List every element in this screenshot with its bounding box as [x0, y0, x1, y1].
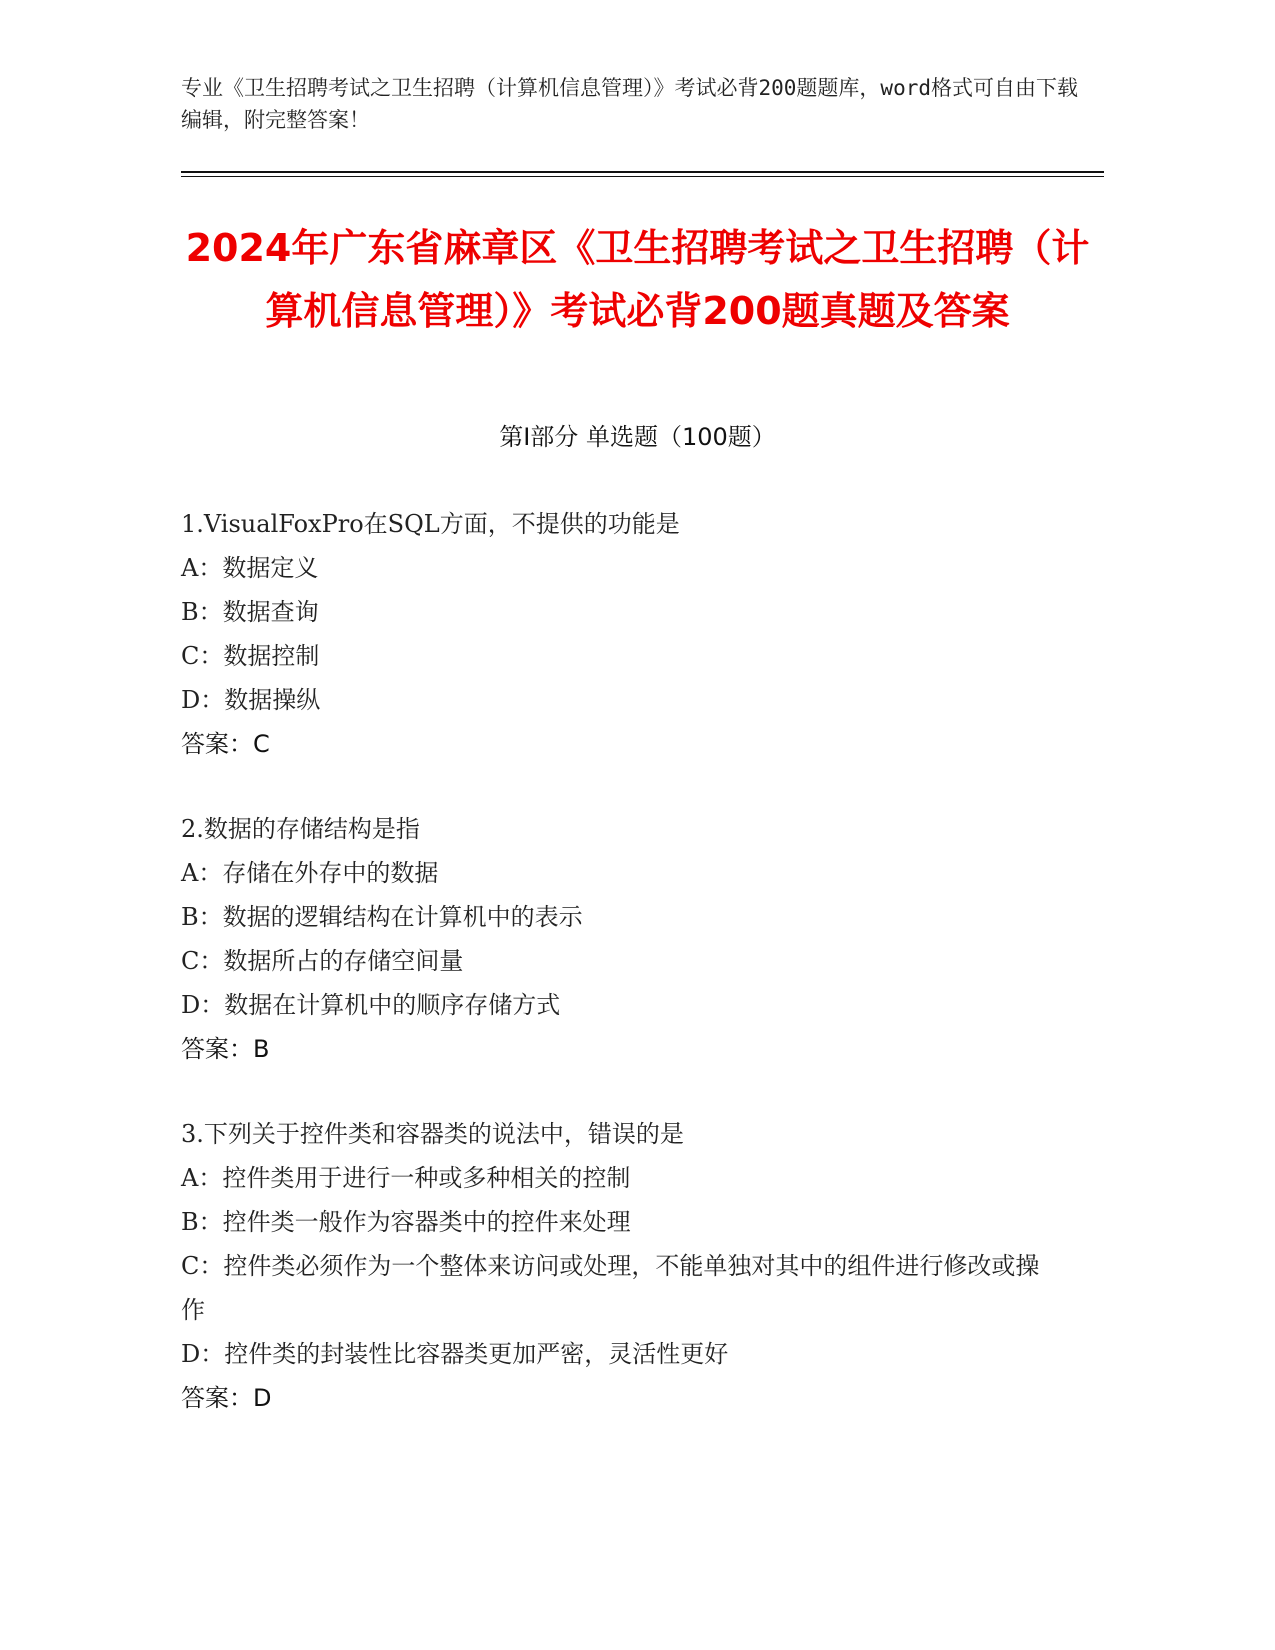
header-divider-thick — [181, 171, 1104, 173]
option-d: D：数据操纵 — [181, 686, 321, 714]
answer-line: 答案：B — [181, 1035, 270, 1063]
option-c: C：数据所占的存储空间量 — [181, 947, 464, 975]
question-1 — [181, 502, 1061, 766]
option-a: A：存储在外存中的数据 — [181, 859, 439, 887]
answer-line: 答案：D — [181, 1384, 272, 1412]
option-b: B：数据查询 — [181, 598, 319, 626]
question-stem: 2.数据的存储结构是指 — [181, 815, 420, 843]
document-title: 2024年广东省麻章区《卫生招聘考试之卫生招聘（计算机信息管理）》考试必背200题真题及答案 — [185, 226, 1090, 333]
question-2 — [181, 807, 1061, 1071]
answer-line: 答案：C — [181, 730, 270, 758]
header-divider-thin — [181, 176, 1104, 177]
option-d: D：控件类的封装性比容器类更加严密，灵活性更好 — [181, 1340, 729, 1368]
option-b: B：控件类一般作为容器类中的控件来处理 — [181, 1208, 631, 1236]
option-d: D：数据在计算机中的顺序存储方式 — [181, 991, 561, 1019]
option-c: C：控件类必须作为一个整体来访问或处理，不能单独对其中的组件进行修改或操作 — [181, 1252, 1040, 1324]
question-stem: 1.VisualFoxPro在SQL方面，不提供的功能是 — [181, 510, 680, 538]
question-stem: 3.下列关于控件类和容器类的说法中，错误的是 — [181, 1120, 684, 1148]
option-a: A：数据定义 — [181, 554, 319, 582]
option-c: C：数据控制 — [181, 642, 320, 670]
section-title: 第Ⅰ部分 单选题（100题） — [499, 423, 776, 451]
question-3 — [181, 1112, 1061, 1420]
option-a: A：控件类用于进行一种或多种相关的控制 — [181, 1164, 631, 1192]
option-b: B：数据的逻辑结构在计算机中的表示 — [181, 903, 583, 931]
header-note: 专业《卫生招聘考试之卫生招聘（计算机信息管理）》考试必背200题题库，word格式可自由下载编辑，附完整答案！ — [181, 76, 1078, 132]
